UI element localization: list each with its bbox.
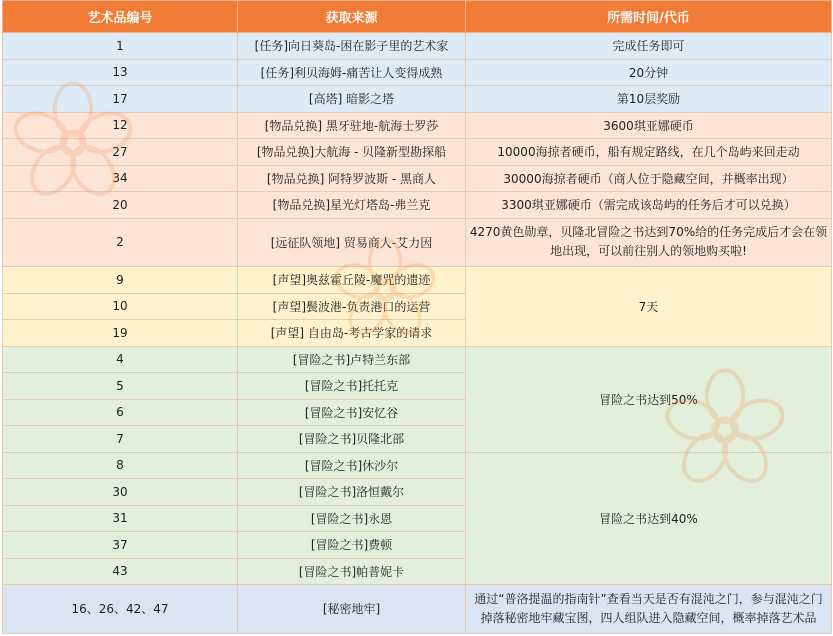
table-row <box>3 585 832 634</box>
header-requirement: 所需时间/代币 <box>466 1 832 33</box>
requirement-cell: 20分钟 <box>466 59 832 86</box>
art-id-cell: 20 <box>3 192 238 219</box>
source-cell: [冒险之书]贝隆北部 <box>238 426 466 453</box>
source-cell: [冒险之书]托托克 <box>238 373 466 400</box>
art-id-cell: 8 <box>3 452 238 479</box>
source-cell: [声望]鬓波港-负责港口的运营 <box>238 293 466 320</box>
requirement-cell: 3600琪亚娜硬币 <box>466 112 832 139</box>
source-cell: [物品兑换] 阿特罗波斯 - 黑商人 <box>238 165 466 192</box>
art-id-cell: 1 <box>3 33 238 60</box>
source-cell: [物品兑换]星光灯塔岛-弗兰克 <box>238 192 466 219</box>
requirement-merged-cell: 7天 <box>466 267 832 347</box>
requirement-cell: 完成任务即可 <box>466 33 832 60</box>
art-id-cell: 27 <box>3 139 238 166</box>
table-row <box>3 139 832 166</box>
art-id-cell: 31 <box>3 505 238 532</box>
source-cell: [声望]奥兹霍丘陵-魔咒的遗迹 <box>238 267 466 294</box>
requirement-cell: 30000海掠者硬币（商人位于隐藏空间，并概率出现） <box>466 165 832 192</box>
art-id-cell: 30 <box>3 479 238 506</box>
requirement-cell: 10000海掠者硬币，船有规定路线，在几个岛屿来回走动 <box>466 139 832 166</box>
art-id-cell: 43 <box>3 558 238 585</box>
art-id-cell: 16、26、42、47 <box>3 585 238 634</box>
art-id-cell: 17 <box>3 86 238 113</box>
table-row <box>3 452 832 479</box>
source-cell: [秘密地牢] <box>238 585 466 634</box>
source-cell: [任务]向日葵岛-困在影子里的艺术家 <box>238 33 466 60</box>
art-id-cell: 2 <box>3 218 238 267</box>
source-cell: [物品兑换] 黑牙驻地-航海士罗莎 <box>238 112 466 139</box>
requirement-merged-cell: 冒险之书达到40% <box>466 452 832 585</box>
source-cell: [冒险之书]永恩 <box>238 505 466 532</box>
source-cell: [高塔] 暗影之塔 <box>238 86 466 113</box>
art-id-cell: 7 <box>3 426 238 453</box>
art-id-cell: 34 <box>3 165 238 192</box>
art-id-cell: 5 <box>3 373 238 400</box>
art-id-cell: 37 <box>3 532 238 559</box>
table-row <box>3 33 832 60</box>
source-cell: [冒险之书]卢特兰东部 <box>238 346 466 373</box>
source-cell: [任务]利贝海姆-痛苦让人变得成熟 <box>238 59 466 86</box>
requirement-cell: 通过“普洛提温的指南针”查看当天是否有混沌之门，参与混沌之门掉落秘密地牢藏宝图，四人组队进入隐藏空间，概率掉落艺术品 <box>466 585 832 634</box>
table-row <box>3 86 832 113</box>
table-row <box>3 112 832 139</box>
header-source: 获取来源 <box>238 1 466 33</box>
table-row <box>3 59 832 86</box>
art-id-cell: 12 <box>3 112 238 139</box>
art-id-cell: 19 <box>3 320 238 347</box>
table-wrapper <box>2 0 831 634</box>
source-cell: [物品兑换]大航海 - 贝隆新型勘探船 <box>238 139 466 166</box>
source-cell: [冒险之书]洛恒戴尔 <box>238 479 466 506</box>
header-row <box>3 1 832 33</box>
art-id-cell: 4 <box>3 346 238 373</box>
table-row <box>3 346 832 373</box>
source-cell: [冒险之书]帕普妮卡 <box>238 558 466 585</box>
art-id-cell: 9 <box>3 267 238 294</box>
requirement-merged-cell: 冒险之书达到50% <box>466 346 832 452</box>
source-cell: [冒险之书]费顿 <box>238 532 466 559</box>
art-id-cell: 6 <box>3 399 238 426</box>
art-id-cell: 13 <box>3 59 238 86</box>
source-cell: [冒险之书]休沙尔 <box>238 452 466 479</box>
source-cell: [冒险之书]安忆谷 <box>238 399 466 426</box>
table-row <box>3 165 832 192</box>
table-row <box>3 218 832 267</box>
requirement-cell: 4270黄色勋章，贝隆北冒险之书达到70%给的任务完成后才会在领地出现，可以前往别人的领地购买啦! <box>466 218 832 267</box>
source-cell: [声望] 自由岛-考古学家的请求 <box>238 320 466 347</box>
source-cell: [远征队领地] 贸易商人-艾力因 <box>238 218 466 267</box>
art-source-table <box>2 0 832 634</box>
art-id-cell: 10 <box>3 293 238 320</box>
header-art-id: 艺术品编号 <box>3 1 238 33</box>
table-row <box>3 267 832 294</box>
requirement-cell: 3300琪亚娜硬币（需完成该岛屿的任务后才可以兑换） <box>466 192 832 219</box>
requirement-cell: 第10层奖励 <box>466 86 832 113</box>
table-row <box>3 192 832 219</box>
